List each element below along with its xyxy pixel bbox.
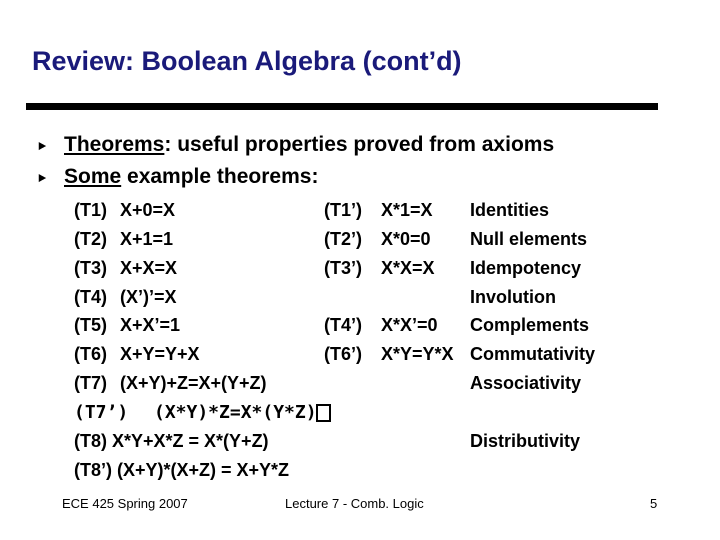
theorem-expr: X+X=X xyxy=(120,258,178,278)
theorem-id: (T3) xyxy=(74,258,107,278)
theorem-name: Distributivity xyxy=(470,431,581,451)
dual-id: (T2’) xyxy=(324,229,362,249)
theorem-expr: X+X’=1 xyxy=(120,315,181,335)
theorem-name: Identities xyxy=(470,200,550,220)
bullet-icon: ‣ xyxy=(36,137,49,158)
theorem-id: (T5) xyxy=(74,315,107,335)
theorem-name: Involution xyxy=(470,287,556,307)
theorem-id: (T7) xyxy=(74,373,107,393)
theorem-expr: (X’)’=X xyxy=(120,287,177,307)
footer-course: ECE 425 Spring 2007 xyxy=(62,496,188,511)
dual-expr: X*1=X xyxy=(381,200,433,220)
theorem-expr: X+0=X xyxy=(120,200,176,220)
theorem-name: Complements xyxy=(470,315,590,335)
theorem-name: Idempotency xyxy=(470,258,582,278)
footer-page-number: 5 xyxy=(650,496,658,511)
theorem-id: (T7’) xyxy=(74,402,129,423)
theorem-id: (T4) xyxy=(74,287,107,307)
bullet-1-text: : useful properties proved from axioms xyxy=(164,133,555,156)
dual-id: (T1’) xyxy=(324,200,362,220)
theorem-expr: (X*Y)*Z=X*(Y*Z) xyxy=(154,402,317,423)
theorem-text: (T8) X*Y+X*Z = X*(Y+Z) xyxy=(74,431,269,451)
footer-lecture: Lecture 7 - Comb. Logic xyxy=(285,496,424,511)
bullet-2-text: example theorems: xyxy=(121,165,319,188)
bullet-1-keyword: Theorems xyxy=(64,133,165,156)
placeholder-box-icon xyxy=(316,404,331,422)
slide-title: Review: Boolean Algebra (cont’d) xyxy=(32,46,462,76)
theorem-id: (T1) xyxy=(74,200,107,220)
dual-id: (T4’) xyxy=(324,315,362,335)
dual-expr: X*Y=Y*X xyxy=(381,344,454,364)
title-divider xyxy=(26,103,658,110)
theorem-name: Associativity xyxy=(470,373,582,393)
bullet-1 xyxy=(64,133,554,157)
dual-expr: X*0=0 xyxy=(381,229,431,249)
theorem-text: (T8’) (X+Y)*(X+Z) = X+Y*Z xyxy=(74,460,290,480)
bullet-icon: ‣ xyxy=(36,169,49,190)
theorem-name: Null elements xyxy=(470,229,588,249)
theorem-expr: X+1=1 xyxy=(120,229,174,249)
bullet-2 xyxy=(64,165,318,189)
theorem-expr: (X+Y)+Z=X+(Y+Z) xyxy=(120,373,267,393)
dual-id: (T3’) xyxy=(324,258,362,278)
dual-expr: X*X=X xyxy=(381,258,435,278)
dual-expr: X*X’=0 xyxy=(381,315,438,335)
theorem-id: (T2) xyxy=(74,229,107,249)
theorem-expr: X+Y=Y+X xyxy=(120,344,200,364)
dual-id: (T6’) xyxy=(324,344,362,364)
theorem-id: (T6) xyxy=(74,344,107,364)
theorem-name: Commutativity xyxy=(470,344,596,364)
bullet-2-keyword: Some xyxy=(64,165,122,188)
